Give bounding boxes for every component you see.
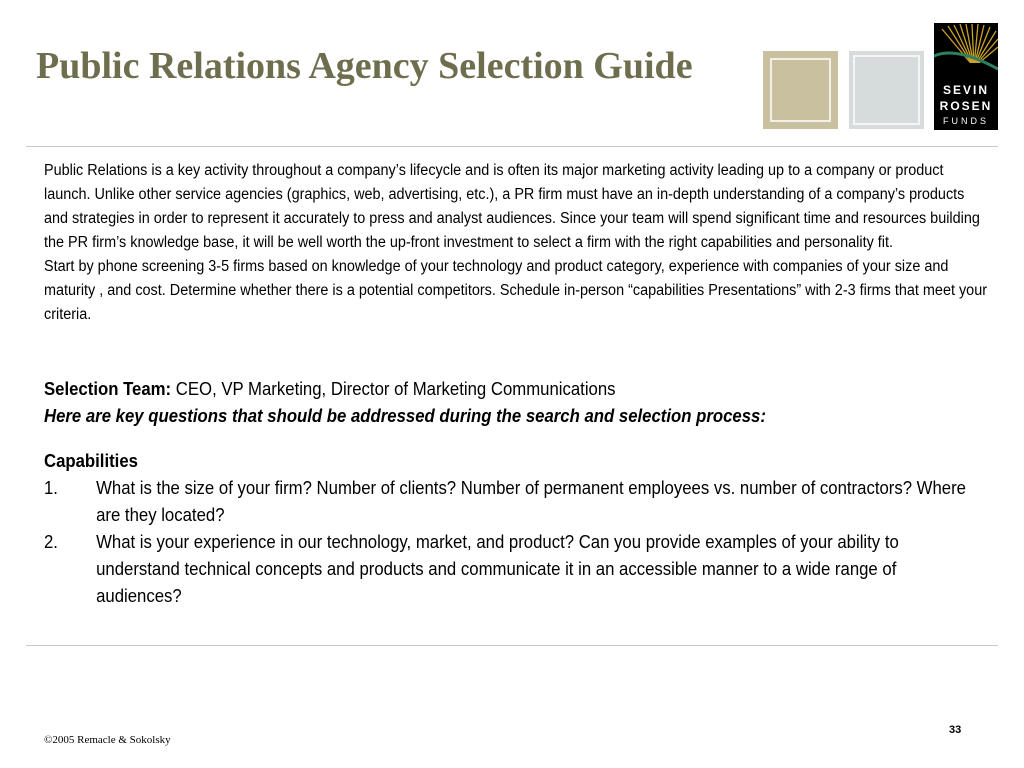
list-item <box>44 529 983 610</box>
intro-paragraph-1: Public Relations is a key activity throughout a company’s lifecycle and is often its major marketing activity leading up to a company or product launch. Unlike other service agencies (graphics, web, advertising, etc.), a PR firm must have an in-depth understanding of a company’s products and strategies in order to represent it accurately to press and analyst audiences. Since your team will spend significant time and resources building the PR firm’s knowledge base, it will be well worth the up-front investment to select a firm with the right capabilities and personality fit. <box>44 162 980 251</box>
top-divider <box>26 146 998 147</box>
selection-team-value: CEO, VP Marketing, Director of Marketing Communications <box>171 379 616 399</box>
list-item-text: What is the size of your firm? Number of clients? Number of permanent employees vs. number of contractors? Where are they located? <box>96 478 966 525</box>
key-questions-heading: Here are key questions that should be addressed during the search and selection process: <box>44 406 766 426</box>
list-item <box>44 475 983 529</box>
selection-team-block <box>44 376 983 430</box>
list-item-text: What is your experience in our technology, market, and product? Can you provide examples of your ability to understand technical concepts and products and communicate it in an accessible manner to a wide range of audiences? <box>96 532 899 606</box>
list-item-number: 1. <box>44 478 58 498</box>
intro-text <box>44 159 988 327</box>
logo-text-rosen: ROSEN <box>939 99 993 113</box>
list-item-number: 2. <box>44 532 58 552</box>
copyright-text: ©2005 Remacle & Sokolsky <box>44 734 171 746</box>
page-title: Public Relations Agency Selection Guide <box>36 45 693 87</box>
decorative-tan-square <box>763 51 838 129</box>
logo-text-funds: FUNDS <box>943 116 989 126</box>
capabilities-heading: Capabilities <box>44 451 138 471</box>
capabilities-section <box>44 448 983 610</box>
selection-team-line <box>44 376 983 403</box>
page-number: 33 <box>949 724 962 736</box>
bottom-divider <box>26 645 998 646</box>
intro-paragraph-2: Start by phone screening 3-5 firms based on knowledge of your technology and product category, experience with companies of your size and maturity , and cost. Determine whether there is a potential competitors. Schedule in-person “capabilities Presentations” with 2-3 firms that meet your criteria. <box>44 258 988 323</box>
selection-team-label: Selection Team: <box>44 379 172 399</box>
sevin-rosen-funds-logo <box>934 23 998 130</box>
logo-text-sevin: SEVIN <box>942 83 989 97</box>
questions-list <box>44 475 983 610</box>
sunburst-icon <box>934 23 998 83</box>
decorative-grey-square <box>849 51 924 129</box>
